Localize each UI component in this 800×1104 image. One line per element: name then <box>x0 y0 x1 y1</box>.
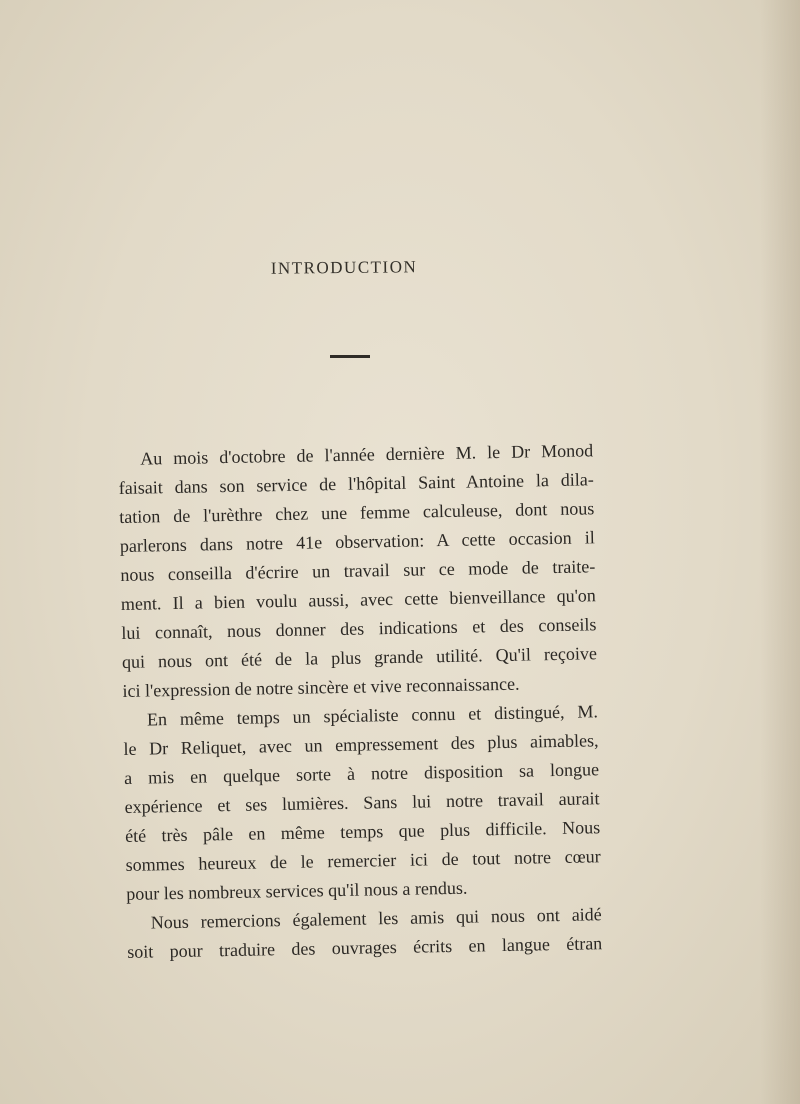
text-line: tation de l'urèthre chez une femme calculeuse, dont nous <box>119 498 595 527</box>
text-line: pour les nombreux services qu'il nous a rendus. <box>126 877 468 904</box>
text-line: été très pâle en même temps que plus difficile. Nous <box>124 817 601 846</box>
text-line: lui connaît, nous donner des indications et des conseils <box>121 614 597 643</box>
text-line: qui nous ont été de la plus grande utilité. Qu'il reçoive <box>121 643 598 672</box>
text-line: Nous remercions également les amis qui nous ont aidé <box>150 904 602 933</box>
text-line: nous conseilla d'écrire un travail sur ce mode de traite- <box>120 556 596 585</box>
text-line: sommes heureux de le remercier ici de tout notre cœur <box>125 846 601 875</box>
text-line: Au mois d'octobre de l'année dernière M. le Dr Monod <box>140 440 594 469</box>
chapter-heading: INTRODUCTION <box>270 257 418 278</box>
text-line: parlerons dans notre 41e observation: A cette occasion il <box>119 527 595 556</box>
heading-rule <box>330 355 370 358</box>
text-line: expérience et ses lumières. Sans lui notre travail aurait <box>124 788 600 817</box>
body-text <box>118 436 602 967</box>
text-line: En même temps un spécialiste connu et distingué, M. <box>146 701 599 730</box>
text-line: le Dr Reliquet, avec un empressement des plus aimables, <box>123 730 599 759</box>
page-edge-shadow <box>760 0 800 1104</box>
text-line: ici l'expression de notre sincère et vive reconnaissance. <box>122 673 520 701</box>
text-line: faisait dans son service de l'hôpital Saint Antoine la dila- <box>118 469 594 498</box>
text-line: soit pour traduire des ouvrages écrits en langue étran <box>127 933 603 962</box>
text-line: ment. Il a bien voulu aussi, avec cette bienveillance qu'on <box>120 585 597 614</box>
text-line: a mis en quelque sorte à notre disposition sa longue <box>123 759 600 788</box>
